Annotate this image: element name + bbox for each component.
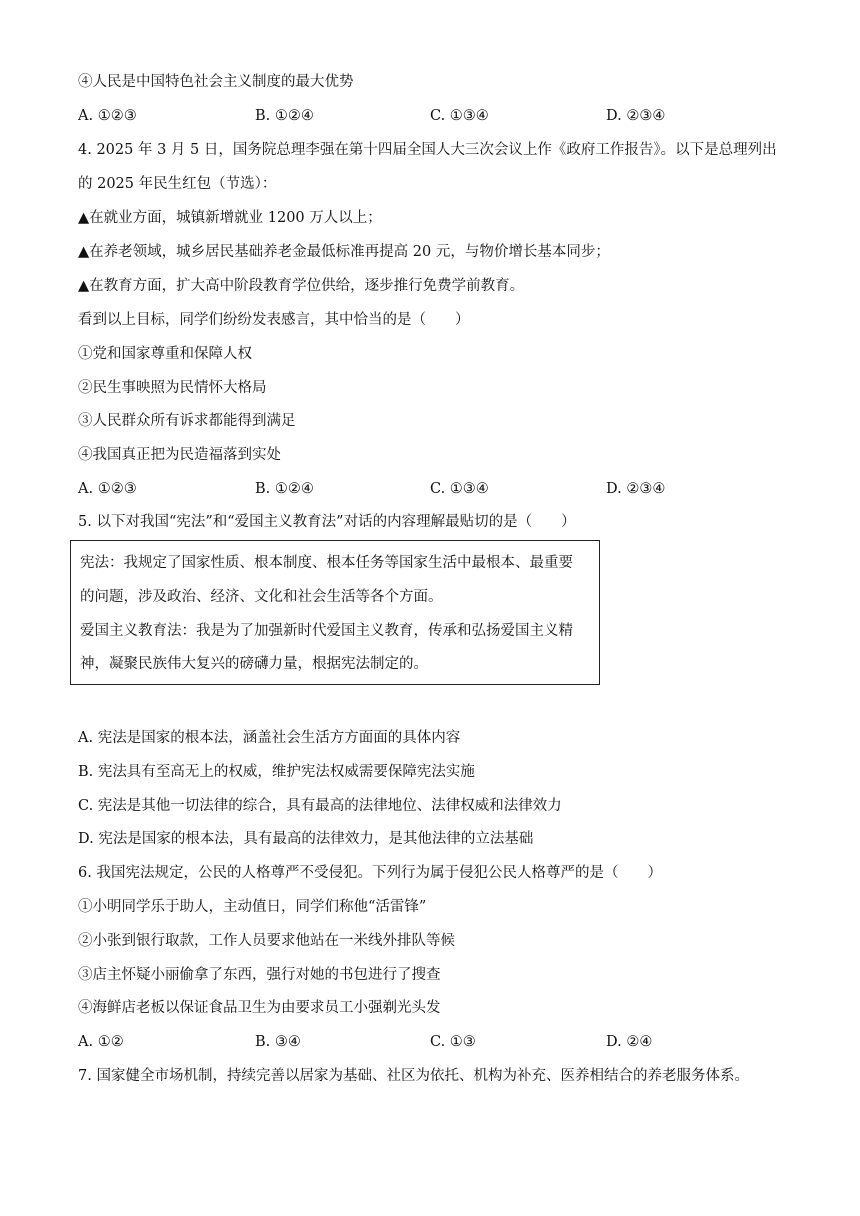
q6-stem: 6. 我国宪法规定，公民的人格尊严不受侵犯。下列行为属于侵犯公民人格尊严的是（ ） bbox=[78, 865, 662, 881]
q5-box-line-3: 爱国主义教育法：我是为了加强新时代爱国主义教育，传承和弘扬爱国主义精 bbox=[80, 623, 573, 639]
q4-stem-line-1: 4. 2025 年 3 月 5 日，国务院总理李强在第十四届全国人大三次会议上作《政府工作报告》。以下是总理列出 bbox=[78, 142, 777, 158]
q6-option-d: D. ②④ bbox=[606, 1034, 653, 1050]
q4-question: 看到以上目标，同学们纷纷发表感言，其中恰当的是（ ） bbox=[78, 312, 470, 328]
q4-bullet-1: ▲在就业方面，城镇新增就业 1200 万人以上； bbox=[78, 210, 382, 226]
q4-bullet-3: ▲在教育方面，扩大高中阶段教育学位供给，逐步推行免费学前教育。 bbox=[78, 278, 525, 294]
q4-option-b: B. ①②④ bbox=[255, 481, 314, 497]
q5-option-d: D. 宪法是国家的根本法，具有最高的法律效力，是其他法律的立法基础 bbox=[78, 831, 534, 847]
q4-bullet-2: ▲在养老领域，城乡居民基础养老金最低标准再提高 20 元，与物价增长基本同步； bbox=[78, 244, 610, 260]
q5-dialogue-box bbox=[70, 540, 600, 685]
q3-option-c: C. ①③④ bbox=[430, 108, 489, 124]
q4-option-c: C. ①③④ bbox=[430, 481, 489, 497]
q5-box-line-4: 神，凝聚民族伟大复兴的磅礴力量，根据宪法制定的。 bbox=[80, 656, 428, 672]
q3-option-a: A. ①②③ bbox=[78, 108, 137, 124]
q4-option-d: D. ②③④ bbox=[606, 481, 666, 497]
q5-option-c: C. 宪法是其他一切法律的综合，具有最高的法律地位、法律权威和法律效力 bbox=[78, 798, 562, 814]
q6-item-2: ②小张到银行取款，工作人员要求他站在一米线外排队等候 bbox=[78, 933, 455, 949]
q6-option-a: A. ①② bbox=[78, 1034, 124, 1050]
q4-option-a: A. ①②③ bbox=[78, 481, 137, 497]
q4-item-3: ③人民群众所有诉求都能得到满足 bbox=[78, 413, 296, 429]
q3-option-d: D. ②③④ bbox=[606, 108, 666, 124]
q4-stem-line-2: 的 2025 年民生红包（节选）： bbox=[78, 176, 277, 192]
q7-stem: 7. 国家健全市场机制，持续完善以居家为基础、社区为依托、机构为补充、医养相结合的养老服务体系。 bbox=[78, 1068, 749, 1084]
q3-item-4: ④人民是中国特色社会主义制度的最大优势 bbox=[78, 74, 354, 90]
q6-item-3: ③店主怀疑小丽偷拿了东西，强行对她的书包进行了搜查 bbox=[78, 967, 441, 983]
q4-item-2: ②民生事映照为民情怀大格局 bbox=[78, 380, 267, 396]
q5-stem: 5. 以下对我国“宪法”和“爱国主义教育法”对话的内容理解最贴切的是（ ） bbox=[78, 514, 576, 530]
q5-box-line-2: 的问题，涉及政治、经济、文化和社会生活等各个方面。 bbox=[80, 589, 443, 605]
q6-item-1: ①小明同学乐于助人，主动值日，同学们称他“活雷锋” bbox=[78, 899, 427, 915]
q3-option-b: B. ①②④ bbox=[255, 108, 314, 124]
q4-item-1: ①党和国家尊重和保障人权 bbox=[78, 346, 252, 362]
q6-option-b: B. ③④ bbox=[255, 1034, 301, 1050]
q4-item-4: ④我国真正把为民造福落到实处 bbox=[78, 447, 281, 463]
q5-option-b: B. 宪法具有至高无上的权威，维护宪法权威需要保障宪法实施 bbox=[78, 764, 475, 780]
q6-item-4: ④海鲜店老板以保证食品卫生为由要求员工小强剃光头发 bbox=[78, 1000, 441, 1016]
q6-option-c: C. ①③ bbox=[430, 1034, 476, 1050]
q5-box-line-1: 宪法：我规定了国家性质、根本制度、根本任务等国家生活中最根本、最重要 bbox=[80, 555, 573, 571]
q5-option-a: A. 宪法是国家的根本法，涵盖社会生活方方面面的具体内容 bbox=[78, 730, 461, 746]
